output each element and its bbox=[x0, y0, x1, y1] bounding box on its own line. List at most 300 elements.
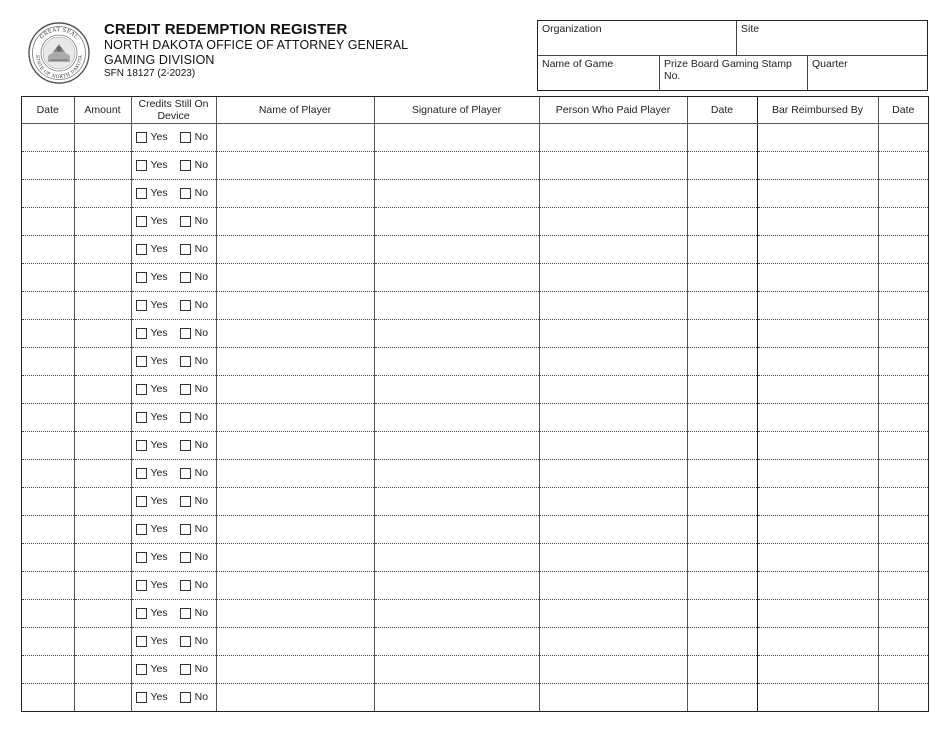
cell-person-paid[interactable] bbox=[539, 600, 687, 628]
cell-bar-reimbursed[interactable] bbox=[757, 180, 878, 208]
name-of-game-field[interactable] bbox=[538, 56, 660, 90]
table-row bbox=[22, 488, 928, 516]
table-header-row bbox=[22, 97, 928, 124]
redemption-register-table bbox=[21, 96, 929, 712]
cell-amount[interactable] bbox=[74, 152, 131, 180]
cell-date-paid[interactable] bbox=[687, 208, 757, 236]
cell-date-reimbursed[interactable] bbox=[878, 544, 928, 572]
cell-signature[interactable] bbox=[374, 348, 539, 376]
no-checkbox[interactable] bbox=[180, 328, 191, 339]
site-label: Site bbox=[741, 23, 760, 35]
no-checkbox[interactable] bbox=[180, 524, 191, 535]
cell-player-name[interactable] bbox=[216, 264, 374, 292]
yes-label: Yes bbox=[150, 551, 168, 564]
yes-label: Yes bbox=[150, 579, 168, 592]
quarter-field[interactable] bbox=[808, 56, 927, 90]
no-label: No bbox=[194, 411, 209, 424]
table-row bbox=[22, 348, 928, 376]
cell-signature[interactable] bbox=[374, 292, 539, 320]
cell-credits bbox=[131, 376, 216, 404]
table-row bbox=[22, 460, 928, 488]
cell-bar-reimbursed[interactable] bbox=[757, 516, 878, 544]
yes-label: Yes bbox=[150, 523, 168, 536]
no-label: No bbox=[194, 215, 209, 228]
no-label: No bbox=[194, 523, 209, 536]
cell-date-reimbursed[interactable] bbox=[878, 516, 928, 544]
no-label: No bbox=[194, 131, 209, 144]
no-checkbox[interactable] bbox=[180, 384, 191, 395]
yes-checkbox[interactable] bbox=[136, 608, 147, 619]
cell-date-paid[interactable] bbox=[687, 348, 757, 376]
cell-person-paid[interactable] bbox=[539, 320, 687, 348]
cell-date-reimbursed[interactable] bbox=[878, 460, 928, 488]
no-checkbox[interactable] bbox=[180, 664, 191, 675]
cell-credits bbox=[131, 600, 216, 628]
cell-signature[interactable] bbox=[374, 684, 539, 712]
cell-amount[interactable] bbox=[74, 460, 131, 488]
yes-checkbox[interactable] bbox=[136, 384, 147, 395]
cell-person-paid[interactable] bbox=[539, 152, 687, 180]
cell-signature[interactable] bbox=[374, 656, 539, 684]
cell-amount[interactable] bbox=[74, 628, 131, 656]
no-checkbox[interactable] bbox=[180, 440, 191, 451]
cell-date[interactable] bbox=[22, 460, 74, 488]
cell-date[interactable] bbox=[22, 292, 74, 320]
cell-signature[interactable] bbox=[374, 180, 539, 208]
cell-date-paid[interactable] bbox=[687, 544, 757, 572]
prize-board-label: Prize Board Gaming Stamp No. bbox=[664, 58, 792, 82]
cell-date[interactable] bbox=[22, 236, 74, 264]
organization-field[interactable] bbox=[538, 21, 737, 56]
cell-date[interactable] bbox=[22, 152, 74, 180]
cell-signature[interactable] bbox=[374, 208, 539, 236]
cell-date-paid[interactable] bbox=[687, 656, 757, 684]
yes-label: Yes bbox=[150, 187, 168, 200]
cell-date-reimbursed[interactable] bbox=[878, 600, 928, 628]
cell-date-reimbursed[interactable] bbox=[878, 180, 928, 208]
cell-person-paid[interactable] bbox=[539, 572, 687, 600]
yes-checkbox[interactable] bbox=[136, 636, 147, 647]
cell-credits bbox=[131, 348, 216, 376]
yes-checkbox[interactable] bbox=[136, 440, 147, 451]
cell-person-paid[interactable] bbox=[539, 544, 687, 572]
cell-date[interactable] bbox=[22, 404, 74, 432]
cell-signature[interactable] bbox=[374, 432, 539, 460]
cell-date-reimbursed[interactable] bbox=[878, 656, 928, 684]
table-row bbox=[22, 124, 928, 152]
cell-amount[interactable] bbox=[74, 572, 131, 600]
cell-signature[interactable] bbox=[374, 404, 539, 432]
cell-bar-reimbursed[interactable] bbox=[757, 432, 878, 460]
cell-date-reimbursed[interactable] bbox=[878, 292, 928, 320]
no-label: No bbox=[194, 271, 209, 284]
cell-person-paid[interactable] bbox=[539, 432, 687, 460]
cell-date-reimbursed[interactable] bbox=[878, 236, 928, 264]
no-checkbox[interactable] bbox=[180, 356, 191, 367]
yes-checkbox[interactable] bbox=[136, 552, 147, 563]
cell-player-name[interactable] bbox=[216, 236, 374, 264]
no-label: No bbox=[194, 467, 209, 480]
cell-signature[interactable] bbox=[374, 544, 539, 572]
yes-checkbox[interactable] bbox=[136, 188, 147, 199]
cell-date-paid[interactable] bbox=[687, 628, 757, 656]
yes-checkbox[interactable] bbox=[136, 160, 147, 171]
yes-label: Yes bbox=[150, 663, 168, 676]
cell-player-name[interactable] bbox=[216, 488, 374, 516]
no-checkbox[interactable] bbox=[180, 244, 191, 255]
cell-date-reimbursed[interactable] bbox=[878, 432, 928, 460]
no-checkbox[interactable] bbox=[180, 468, 191, 479]
yes-checkbox[interactable] bbox=[136, 272, 147, 283]
cell-date[interactable] bbox=[22, 600, 74, 628]
cell-credits bbox=[131, 180, 216, 208]
cell-credits bbox=[131, 124, 216, 152]
table-row bbox=[22, 432, 928, 460]
cell-player-name[interactable] bbox=[216, 684, 374, 712]
cell-date-reimbursed[interactable] bbox=[878, 348, 928, 376]
cell-amount[interactable] bbox=[74, 544, 131, 572]
no-checkbox[interactable] bbox=[180, 188, 191, 199]
yes-label: Yes bbox=[150, 439, 168, 452]
yes-checkbox[interactable] bbox=[136, 328, 147, 339]
cell-person-paid[interactable] bbox=[539, 236, 687, 264]
cell-player-name[interactable] bbox=[216, 572, 374, 600]
cell-player-name[interactable] bbox=[216, 544, 374, 572]
no-label: No bbox=[194, 383, 209, 396]
yes-label: Yes bbox=[150, 467, 168, 480]
no-checkbox[interactable] bbox=[180, 496, 191, 507]
col-header-date-paid: Date bbox=[687, 97, 757, 124]
cell-credits bbox=[131, 460, 216, 488]
cell-signature[interactable] bbox=[374, 600, 539, 628]
yes-checkbox[interactable] bbox=[136, 468, 147, 479]
cell-signature[interactable] bbox=[374, 460, 539, 488]
yes-label: Yes bbox=[150, 495, 168, 508]
cell-player-name[interactable] bbox=[216, 404, 374, 432]
table-row bbox=[22, 320, 928, 348]
cell-date-paid[interactable] bbox=[687, 572, 757, 600]
state-seal-icon bbox=[28, 22, 90, 84]
cell-date-reimbursed[interactable] bbox=[878, 404, 928, 432]
yes-label: Yes bbox=[150, 383, 168, 396]
cell-date-paid[interactable] bbox=[687, 516, 757, 544]
cell-signature[interactable] bbox=[374, 376, 539, 404]
yes-label: Yes bbox=[150, 215, 168, 228]
cell-date-reimbursed[interactable] bbox=[878, 376, 928, 404]
cell-credits bbox=[131, 488, 216, 516]
cell-date[interactable] bbox=[22, 320, 74, 348]
table-row bbox=[22, 180, 928, 208]
cell-date[interactable] bbox=[22, 544, 74, 572]
no-checkbox[interactable] bbox=[180, 636, 191, 647]
cell-signature[interactable] bbox=[374, 628, 539, 656]
no-checkbox[interactable] bbox=[180, 300, 191, 311]
cell-signature[interactable] bbox=[374, 320, 539, 348]
cell-credits bbox=[131, 292, 216, 320]
cell-amount[interactable] bbox=[74, 684, 131, 712]
cell-player-name[interactable] bbox=[216, 124, 374, 152]
no-label: No bbox=[194, 299, 209, 312]
cell-bar-reimbursed[interactable] bbox=[757, 236, 878, 264]
cell-date-paid[interactable] bbox=[687, 432, 757, 460]
cell-bar-reimbursed[interactable] bbox=[757, 320, 878, 348]
no-checkbox[interactable] bbox=[180, 580, 191, 591]
cell-date[interactable] bbox=[22, 180, 74, 208]
yes-checkbox[interactable] bbox=[136, 300, 147, 311]
cell-bar-reimbursed[interactable] bbox=[757, 264, 878, 292]
cell-credits bbox=[131, 208, 216, 236]
cell-date-reimbursed[interactable] bbox=[878, 684, 928, 712]
col-header-amount: Amount bbox=[74, 97, 131, 124]
cell-date-reimbursed[interactable] bbox=[878, 572, 928, 600]
yes-checkbox[interactable] bbox=[136, 496, 147, 507]
cell-date-paid[interactable] bbox=[687, 684, 757, 712]
cell-date-paid[interactable] bbox=[687, 600, 757, 628]
cell-date-paid[interactable] bbox=[687, 320, 757, 348]
cell-date[interactable] bbox=[22, 684, 74, 712]
yes-checkbox[interactable] bbox=[136, 132, 147, 143]
cell-date[interactable] bbox=[22, 124, 74, 152]
cell-amount[interactable] bbox=[74, 404, 131, 432]
cell-amount[interactable] bbox=[74, 236, 131, 264]
cell-person-paid[interactable] bbox=[539, 628, 687, 656]
quarter-label: Quarter bbox=[812, 58, 848, 70]
no-label: No bbox=[194, 159, 209, 172]
cell-amount[interactable] bbox=[74, 432, 131, 460]
cell-date-reimbursed[interactable] bbox=[878, 152, 928, 180]
no-checkbox[interactable] bbox=[180, 552, 191, 563]
cell-date-reimbursed[interactable] bbox=[878, 208, 928, 236]
yes-checkbox[interactable] bbox=[136, 580, 147, 591]
yes-label: Yes bbox=[150, 243, 168, 256]
site-field[interactable] bbox=[737, 21, 927, 56]
cell-amount[interactable] bbox=[74, 656, 131, 684]
cell-bar-reimbursed[interactable] bbox=[757, 628, 878, 656]
table-row bbox=[22, 544, 928, 572]
cell-date[interactable] bbox=[22, 348, 74, 376]
table-row bbox=[22, 208, 928, 236]
cell-bar-reimbursed[interactable] bbox=[757, 488, 878, 516]
cell-bar-reimbursed[interactable] bbox=[757, 684, 878, 712]
cell-date-paid[interactable] bbox=[687, 152, 757, 180]
cell-date[interactable] bbox=[22, 572, 74, 600]
cell-person-paid[interactable] bbox=[539, 684, 687, 712]
yes-label: Yes bbox=[150, 327, 168, 340]
cell-bar-reimbursed[interactable] bbox=[757, 208, 878, 236]
name-of-game-label: Name of Game bbox=[542, 58, 614, 70]
cell-date-reimbursed[interactable] bbox=[878, 124, 928, 152]
yes-label: Yes bbox=[150, 607, 168, 620]
no-checkbox[interactable] bbox=[180, 608, 191, 619]
cell-credits bbox=[131, 684, 216, 712]
no-label: No bbox=[194, 355, 209, 368]
cell-person-paid[interactable] bbox=[539, 348, 687, 376]
cell-player-name[interactable] bbox=[216, 628, 374, 656]
cell-signature[interactable] bbox=[374, 124, 539, 152]
col-header-date-reimbursed: Date bbox=[878, 97, 928, 124]
cell-player-name[interactable] bbox=[216, 180, 374, 208]
cell-person-paid[interactable] bbox=[539, 124, 687, 152]
cell-amount[interactable] bbox=[74, 376, 131, 404]
organization-label: Organization bbox=[542, 23, 602, 35]
cell-bar-reimbursed[interactable] bbox=[757, 544, 878, 572]
cell-date-reimbursed[interactable] bbox=[878, 320, 928, 348]
cell-person-paid[interactable] bbox=[539, 180, 687, 208]
cell-date-paid[interactable] bbox=[687, 124, 757, 152]
cell-person-paid[interactable] bbox=[539, 656, 687, 684]
cell-player-name[interactable] bbox=[216, 656, 374, 684]
cell-bar-reimbursed[interactable] bbox=[757, 404, 878, 432]
cell-date-paid[interactable] bbox=[687, 292, 757, 320]
yes-checkbox[interactable] bbox=[136, 216, 147, 227]
no-checkbox[interactable] bbox=[180, 216, 191, 227]
cell-signature[interactable] bbox=[374, 152, 539, 180]
cell-bar-reimbursed[interactable] bbox=[757, 600, 878, 628]
cell-person-paid[interactable] bbox=[539, 404, 687, 432]
col-header-credits: Credits Still On Device bbox=[131, 97, 216, 124]
col-header-player-name: Name of Player bbox=[216, 97, 374, 124]
cell-player-name[interactable] bbox=[216, 208, 374, 236]
cell-bar-reimbursed[interactable] bbox=[757, 348, 878, 376]
no-label: No bbox=[194, 551, 209, 564]
table-row bbox=[22, 600, 928, 628]
cell-amount[interactable] bbox=[74, 320, 131, 348]
cell-person-paid[interactable] bbox=[539, 488, 687, 516]
cell-credits bbox=[131, 404, 216, 432]
table-row bbox=[22, 292, 928, 320]
cell-person-paid[interactable] bbox=[539, 292, 687, 320]
cell-player-name[interactable] bbox=[216, 600, 374, 628]
yes-checkbox[interactable] bbox=[136, 664, 147, 675]
cell-person-paid[interactable] bbox=[539, 376, 687, 404]
cell-amount[interactable] bbox=[74, 124, 131, 152]
cell-date[interactable] bbox=[22, 376, 74, 404]
no-label: No bbox=[194, 579, 209, 592]
yes-label: Yes bbox=[150, 691, 168, 704]
cell-credits bbox=[131, 656, 216, 684]
cell-date-paid[interactable] bbox=[687, 264, 757, 292]
table-row bbox=[22, 404, 928, 432]
cell-bar-reimbursed[interactable] bbox=[757, 292, 878, 320]
yes-label: Yes bbox=[150, 159, 168, 172]
cell-credits bbox=[131, 236, 216, 264]
cell-person-paid[interactable] bbox=[539, 516, 687, 544]
no-label: No bbox=[194, 439, 209, 452]
cell-person-paid[interactable] bbox=[539, 460, 687, 488]
cell-amount[interactable] bbox=[74, 600, 131, 628]
table-row bbox=[22, 656, 928, 684]
no-label: No bbox=[194, 663, 209, 676]
cell-signature[interactable] bbox=[374, 488, 539, 516]
agency-name: NORTH DAKOTA OFFICE OF ATTORNEY GENERAL bbox=[104, 38, 409, 52]
yes-checkbox[interactable] bbox=[136, 244, 147, 255]
cell-date-reimbursed[interactable] bbox=[878, 264, 928, 292]
cell-person-paid[interactable] bbox=[539, 264, 687, 292]
cell-date-reimbursed[interactable] bbox=[878, 488, 928, 516]
cell-amount[interactable] bbox=[74, 348, 131, 376]
cell-date[interactable] bbox=[22, 628, 74, 656]
cell-player-name[interactable] bbox=[216, 516, 374, 544]
yes-checkbox[interactable] bbox=[136, 356, 147, 367]
cell-bar-reimbursed[interactable] bbox=[757, 460, 878, 488]
cell-date-paid[interactable] bbox=[687, 460, 757, 488]
cell-player-name[interactable] bbox=[216, 348, 374, 376]
no-checkbox[interactable] bbox=[180, 272, 191, 283]
cell-signature[interactable] bbox=[374, 264, 539, 292]
col-header-person-paid: Person Who Paid Player bbox=[539, 97, 687, 124]
cell-credits bbox=[131, 432, 216, 460]
cell-date-paid[interactable] bbox=[687, 236, 757, 264]
cell-date-reimbursed[interactable] bbox=[878, 628, 928, 656]
cell-player-name[interactable] bbox=[216, 152, 374, 180]
cell-bar-reimbursed[interactable] bbox=[757, 376, 878, 404]
cell-credits bbox=[131, 544, 216, 572]
cell-player-name[interactable] bbox=[216, 376, 374, 404]
cell-signature[interactable] bbox=[374, 572, 539, 600]
table-row bbox=[22, 572, 928, 600]
no-checkbox[interactable] bbox=[180, 412, 191, 423]
cell-bar-reimbursed[interactable] bbox=[757, 656, 878, 684]
yes-checkbox[interactable] bbox=[136, 524, 147, 535]
cell-amount[interactable] bbox=[74, 208, 131, 236]
form-title: CREDIT REDEMPTION REGISTER bbox=[104, 21, 348, 38]
cell-player-name[interactable] bbox=[216, 292, 374, 320]
cell-date[interactable] bbox=[22, 516, 74, 544]
yes-label: Yes bbox=[150, 271, 168, 284]
yes-label: Yes bbox=[150, 299, 168, 312]
cell-date-paid[interactable] bbox=[687, 404, 757, 432]
no-checkbox[interactable] bbox=[180, 692, 191, 703]
cell-date[interactable] bbox=[22, 656, 74, 684]
cell-date-paid[interactable] bbox=[687, 376, 757, 404]
svg-text:STATE OF NORTH DAKOTA: STATE OF NORTH DAKOTA bbox=[33, 54, 85, 81]
prize-board-stamp-field[interactable] bbox=[660, 56, 808, 90]
cell-bar-reimbursed[interactable] bbox=[757, 572, 878, 600]
cell-amount[interactable] bbox=[74, 516, 131, 544]
cell-signature[interactable] bbox=[374, 516, 539, 544]
col-header-signature: Signature of Player bbox=[374, 97, 539, 124]
cell-player-name[interactable] bbox=[216, 432, 374, 460]
form-number: SFN 18127 (2-2023) bbox=[104, 68, 196, 79]
col-header-bar-reimbursed: Bar Reimbursed By bbox=[757, 97, 878, 124]
cell-bar-reimbursed[interactable] bbox=[757, 152, 878, 180]
cell-date[interactable] bbox=[22, 208, 74, 236]
cell-credits bbox=[131, 516, 216, 544]
svg-text:GREAT SEAL: GREAT SEAL bbox=[38, 26, 80, 41]
cell-player-name[interactable] bbox=[216, 460, 374, 488]
cell-amount[interactable] bbox=[74, 180, 131, 208]
cell-signature[interactable] bbox=[374, 236, 539, 264]
cell-date[interactable] bbox=[22, 432, 74, 460]
cell-date[interactable] bbox=[22, 488, 74, 516]
cell-bar-reimbursed[interactable] bbox=[757, 124, 878, 152]
yes-checkbox[interactable] bbox=[136, 412, 147, 423]
cell-date-paid[interactable] bbox=[687, 180, 757, 208]
cell-amount[interactable] bbox=[74, 488, 131, 516]
cell-amount[interactable] bbox=[74, 264, 131, 292]
cell-player-name[interactable] bbox=[216, 320, 374, 348]
cell-person-paid[interactable] bbox=[539, 208, 687, 236]
table-row bbox=[22, 264, 928, 292]
yes-checkbox[interactable] bbox=[136, 692, 147, 703]
cell-date[interactable] bbox=[22, 264, 74, 292]
no-checkbox[interactable] bbox=[180, 160, 191, 171]
no-checkbox[interactable] bbox=[180, 132, 191, 143]
table-row bbox=[22, 628, 928, 656]
cell-credits bbox=[131, 572, 216, 600]
cell-date-paid[interactable] bbox=[687, 488, 757, 516]
cell-amount[interactable] bbox=[74, 292, 131, 320]
